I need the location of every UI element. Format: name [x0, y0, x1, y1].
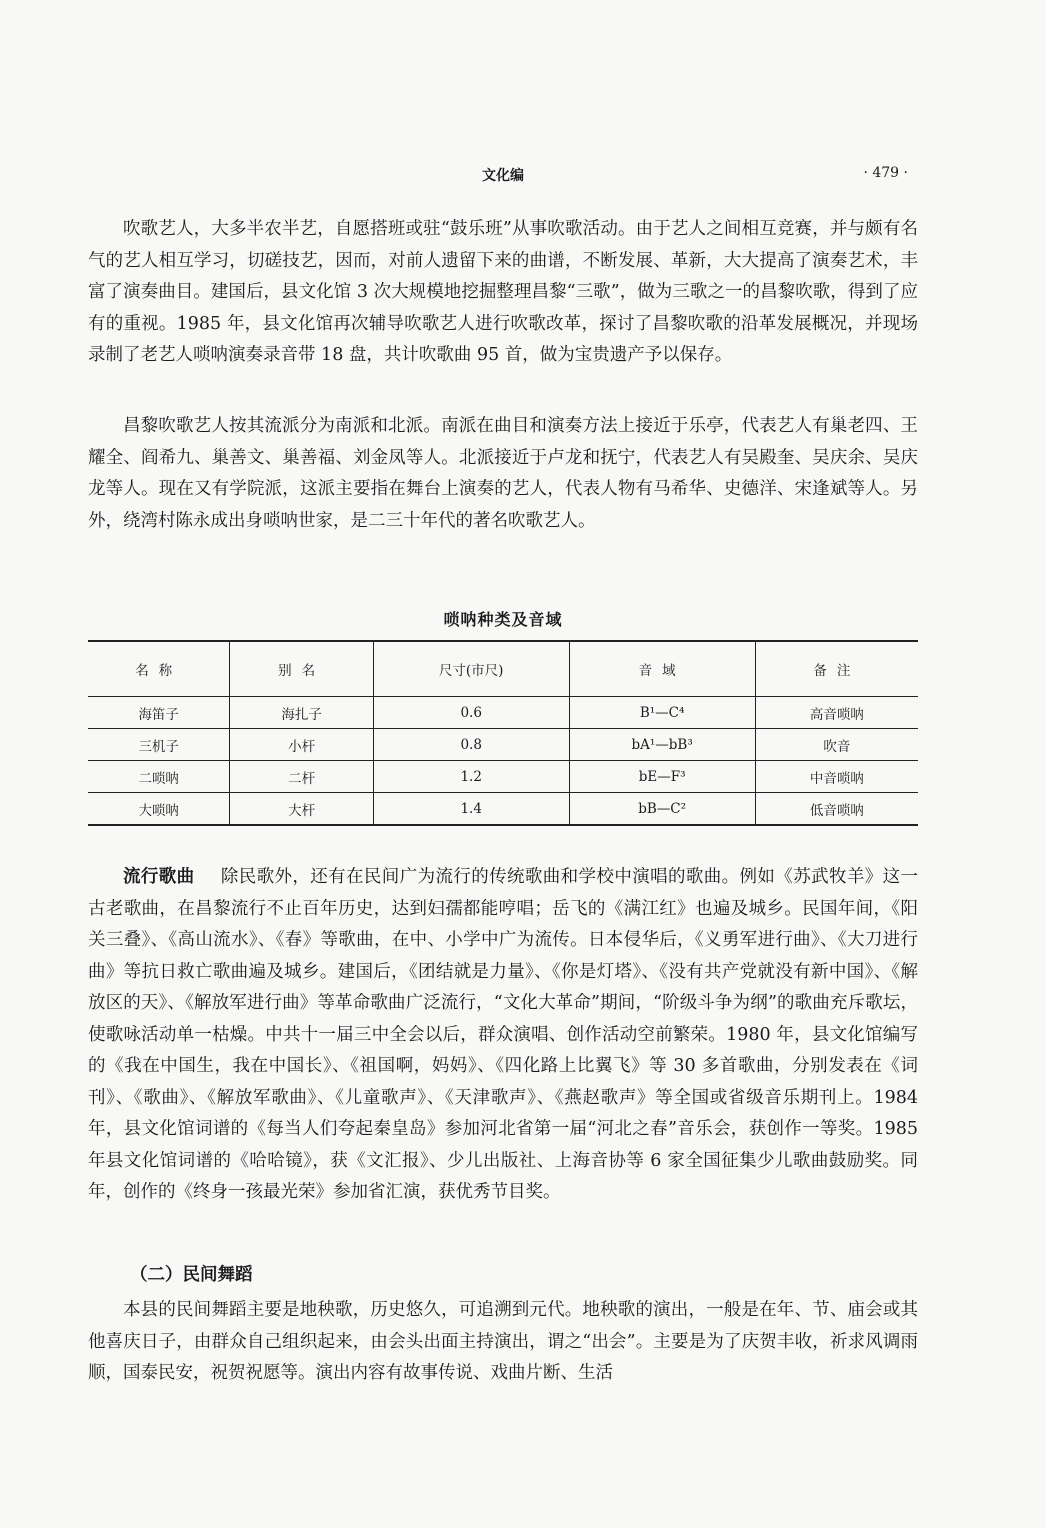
- paragraph-4: 本县的民间舞蹈主要是地秧歌，历史悠久，可追溯到元代。地秧歌的演出，一般是在年、节、庙会或其他喜庆日子，由群众自己组织起来，由会头出面主持演出，谓之“出会”。主要是为了庆贺丰收，祈求风调雨顺，国泰民安，祝贺祝愿等。演出内容有故事传说、戏曲片断、生活: [88, 1300, 918, 1383]
- section-title: 文化编: [482, 168, 524, 184]
- table-row: [88, 761, 918, 793]
- cell-alias: 海扎子: [230, 697, 373, 729]
- table-row: [88, 697, 918, 729]
- paragraph-1: 吹歌艺人，大多半农半艺，自愿搭班或驻“鼓乐班”从事吹歌活动。由于艺人之间相互竞赛，并与颇有名气的艺人相互学习，切磋技艺，因而，对前人遗留下来的曲谱，不断发展、革新，大大提高了演奏艺术，丰富了演奏曲目。建国后，县文化馆 3 次大规模地挖掘整理昌黎“三歌”，做为三歌之一的昌黎吹歌，得到了应有的重视。1985 年，县文化馆再次辅导吹歌艺人进行吹歌改革，探讨了昌黎吹歌的沿革发展概况，并现场录制了老艺人唢呐演奏录音带 18 盘，共计吹歌曲 95 首，做为宝贵遗产予以保存。: [88, 219, 918, 365]
- table-title: 唢呐种类及音域: [443, 610, 563, 629]
- cell-range: bA¹—bB³: [569, 729, 755, 761]
- header-range: 音域: [569, 641, 755, 697]
- cell-size: 0.8: [373, 729, 569, 761]
- cell-name: 大唢呐: [88, 793, 230, 826]
- header-notes: 备注: [755, 641, 918, 697]
- cell-size: 1.2: [373, 761, 569, 793]
- cell-notes: 高音唢呐: [755, 697, 918, 729]
- section-subheading: （二）民间舞蹈: [130, 1265, 253, 1285]
- cell-notes: 吹音: [755, 729, 918, 761]
- header-name: 名称: [88, 641, 230, 697]
- cell-size: 0.6: [373, 697, 569, 729]
- paragraph-block: [88, 1295, 918, 1390]
- table-row: [88, 729, 918, 761]
- page-number: · 479 ·: [863, 165, 908, 181]
- paragraph-3: [88, 862, 918, 1209]
- cell-name: 二唢呐: [88, 761, 230, 793]
- table-header-row: [88, 641, 918, 697]
- cell-alias: 二杆: [230, 761, 373, 793]
- cell-size: 1.4: [373, 793, 569, 826]
- header-alias: 别名: [230, 641, 373, 697]
- cell-name: 三机子: [88, 729, 230, 761]
- cell-range: bB—C²: [569, 793, 755, 826]
- cell-notes: 中音唢呐: [755, 761, 918, 793]
- header-size: 尺寸(市尺): [373, 641, 569, 697]
- paragraph-3-text: 除民歌外，还有在民间广为流行的传统歌曲和学校中演唱的歌曲。例如《苏武牧羊》这一古老歌曲，在昌黎流行不止百年历史，达到妇孺都能哼唱；岳飞的《满江红》也遍及城乡。民国年间，《阳关三叠》、《高山流水》、《春》等歌曲，在中、小学中广为流传。日本侵华后，《义勇军进行曲》、《大刀进行曲》等抗日救亡歌曲遍及城乡。建国后，《团结就是力量》、《你是灯塔》、《没有共产党就没有新中国》、《解放区的天》、《解放军进行曲》等革命歌曲广泛流行，“文化大革命”期间，“阶级斗争为纲”的歌曲充斥歌坛，使歌咏活动单一枯燥。中共十一届三中全会以后，群众演唱、创作活动空前繁荣。1980 年，县文化馆编写的《我在中国生，我在中国长》、《祖国啊，妈妈》、《四化路上比翼飞》等 30 多首歌曲，分别发表在《词刊》、《歌曲》、《解放军歌曲》、《儿童歌声》、《天津歌声》、《燕赵歌声》等全国或省级音乐期刊上。1984 年，县文化馆词谱的《每当人们夸起秦皇岛》参加河北省第一届“河北之春”音乐会，获创作一等奖。1985 年县文化馆词谱的《哈哈镜》，获《文汇报》、少儿出版社、上海音协等 6 家全国征集少儿歌曲鼓励奖。同年，创作的《终身一孩最光荣》参加省汇演，获优秀节目奖。: [88, 867, 919, 1202]
- cell-name: 海笛子: [88, 697, 230, 729]
- cell-alias: 小杆: [230, 729, 373, 761]
- paragraph-block: [88, 862, 918, 1209]
- paragraph-2: 昌黎吹歌艺人按其流派分为南派和北派。南派在曲目和演奏方法上接近于乐亭，代表艺人有巢老四、王耀全、阎希九、巢善文、巢善福、刘金凤等人。北派接近于卢龙和抚宁，代表艺人有吴殿奎、吴庆余、吴庆龙等人。现在又有学院派，这派主要指在舞台上演奏的艺人，代表人物有马希华、史德洋、宋逢斌等人。另外，绕湾村陈永成出身唢呐世家，是二三十年代的著名吹歌艺人。: [88, 416, 918, 531]
- running-header: [88, 165, 918, 187]
- cell-range: B¹—C⁴: [569, 697, 755, 729]
- cell-notes: 低音唢呐: [755, 793, 918, 826]
- suona-table: [88, 640, 918, 826]
- cell-range: bE—F³: [569, 761, 755, 793]
- paragraph-block: [88, 411, 918, 537]
- paragraph-block: [88, 214, 918, 372]
- table-row: [88, 793, 918, 826]
- cell-alias: 大杆: [230, 793, 373, 826]
- run-in-heading: 流行歌曲: [123, 867, 195, 887]
